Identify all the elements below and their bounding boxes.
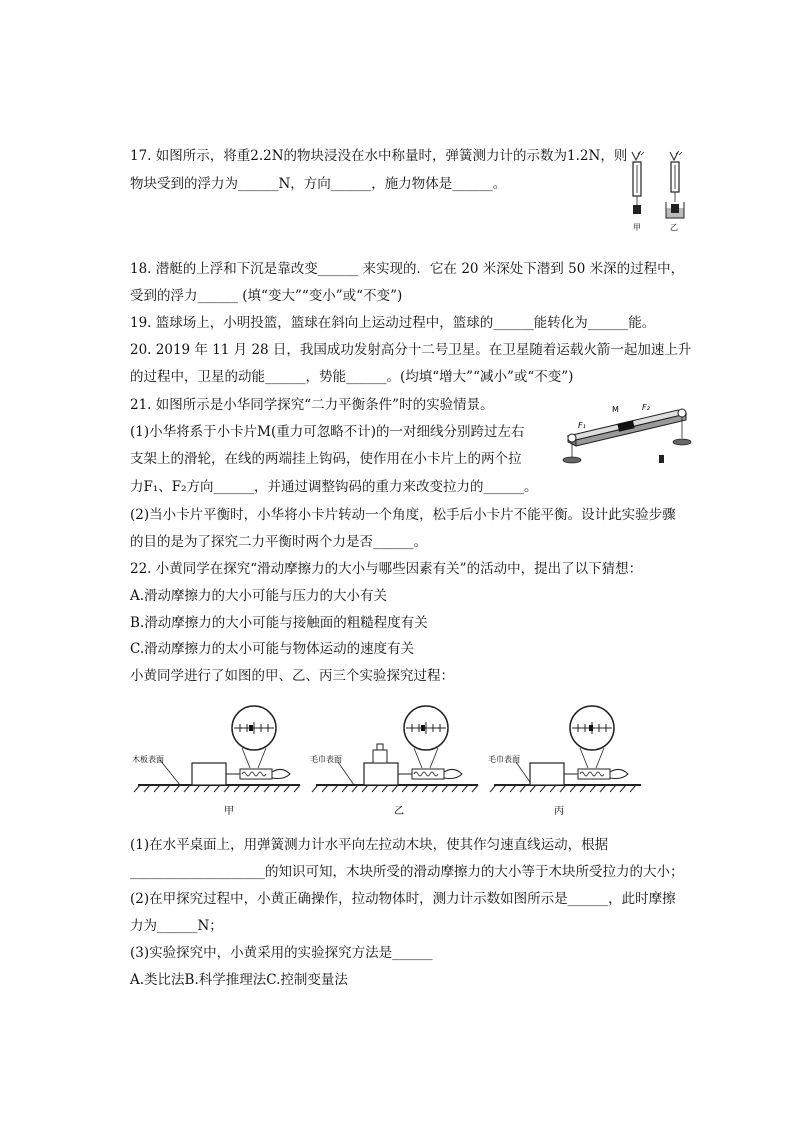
friction-figure-yi [308, 700, 488, 820]
q22-part1-line2: ____________________的知识可知，木块所受的滑动摩擦力的大小等于木块所受拉力的大小； [130, 864, 684, 880]
q18-line1: 18. 潜艇的上浮和下沉是靠改变______ 来实现的．它在 20 米深处下潜到 50 米深的过程中， [130, 261, 685, 277]
q21-line3: 支架上的滑轮，在线的两端挂上钩码，使作用在小卡片上的两个拉 [130, 451, 522, 467]
q22-intro: 小黄同学进行了如图的甲、乙、丙三个实验探究过程： [130, 668, 454, 684]
q22-part2-line2: 力为______N； [130, 918, 223, 934]
q18-line2: 受到的浮力______ (填“变大”“变小”或“不变”) [130, 288, 403, 304]
q17-figure [628, 150, 688, 235]
q21-line1: 21. 如图所示是小华同学探究“二力平衡条件”时的实验情景。 [130, 397, 494, 413]
q21-fig-f1: F₁ [578, 421, 586, 430]
q22-guess-c: C.滑动摩擦力的太小可能与物体运动的速度有关 [130, 641, 415, 657]
q19-line1: 19. 篮球场上，小明投篮，篮球在斜向上运动过程中，篮球的______能转化为______能。 [130, 315, 656, 331]
q17-line2: 物块受到的浮力为______N，方向______，施力物体是______。 [130, 176, 507, 192]
q21-fig-f2: F₂ [642, 403, 650, 412]
q21-line2: (1)小华将系于小卡片M(重力可忽略不计)的一对细线分别跨过左右 [130, 424, 525, 440]
q22-part3-line1: (3)实验探究中，小黄采用的实验探究方法是______ [130, 945, 433, 961]
friction-fig-bing-caption: 丙 [554, 806, 564, 817]
q22-line1: 22. 小黄同学在探究“滑动摩擦力的大小与哪些因素有关”的活动中，提出了以下猜想： [130, 561, 643, 577]
friction-figure-jia [130, 700, 310, 820]
q22-guess-a: A.滑动摩擦力的大小可能与压力的大小有关 [130, 588, 388, 604]
q21-line6: 的目的是为了探究二力平衡时两个力是否______。 [130, 534, 427, 550]
q17-fig-label-jia: 甲 [633, 223, 641, 232]
q17-fig-label-yi: 乙 [670, 223, 678, 232]
q22-part2-line1: (2)在甲探究过程中，小黄正确操作，拉动物体时，测力计示数如图所示是______，此时摩擦 [130, 891, 676, 907]
q21-figure [560, 400, 700, 475]
friction-fig-yi-surface: 毛巾表面 [310, 755, 342, 764]
q17-line1: 17. 如图所示，将重2.2N的物块浸没在水中称量时，弹簧测力计的示数为1.2N，则 [130, 148, 628, 164]
friction-fig-jia-surface: 木板表面 [132, 755, 164, 764]
q21-fig-m: M [612, 405, 619, 414]
q20-line2: 的过程中，卫星的动能______，势能______。(均填“增大”“减小”或“不变”) [130, 369, 574, 385]
friction-fig-yi-caption: 乙 [394, 806, 404, 817]
q21-line5: (2)当小卡片平衡时，小华将小卡片转动一个角度，松手后小卡片不能平衡。设计此实验步骤 [130, 507, 676, 523]
friction-fig-bing-surface: 毛巾表面 [488, 755, 520, 764]
friction-figure-bing [486, 700, 666, 820]
q20-line1: 20. 2019 年 11 月 28 日，我国成功发射高分十二号卫星。在卫星随着运载火箭一起加速上升 [130, 342, 692, 358]
friction-fig-jia-caption: 甲 [224, 806, 234, 817]
q22-part3-options: A.类比法B.科学推理法C.控制变量法 [130, 972, 348, 988]
q22-guess-b: B.滑动摩擦力的大小可能与接触面的粗糙程度有关 [130, 615, 428, 631]
q21-line4: 力F₁、F₂方向______，并通过调整钩码的重力来改变拉力的______。 [130, 479, 538, 495]
q22-part1-line1: (1)在水平桌面上，用弹簧测力计水平向左拉动木块，使其作匀速直线运动，根据 [130, 837, 609, 853]
